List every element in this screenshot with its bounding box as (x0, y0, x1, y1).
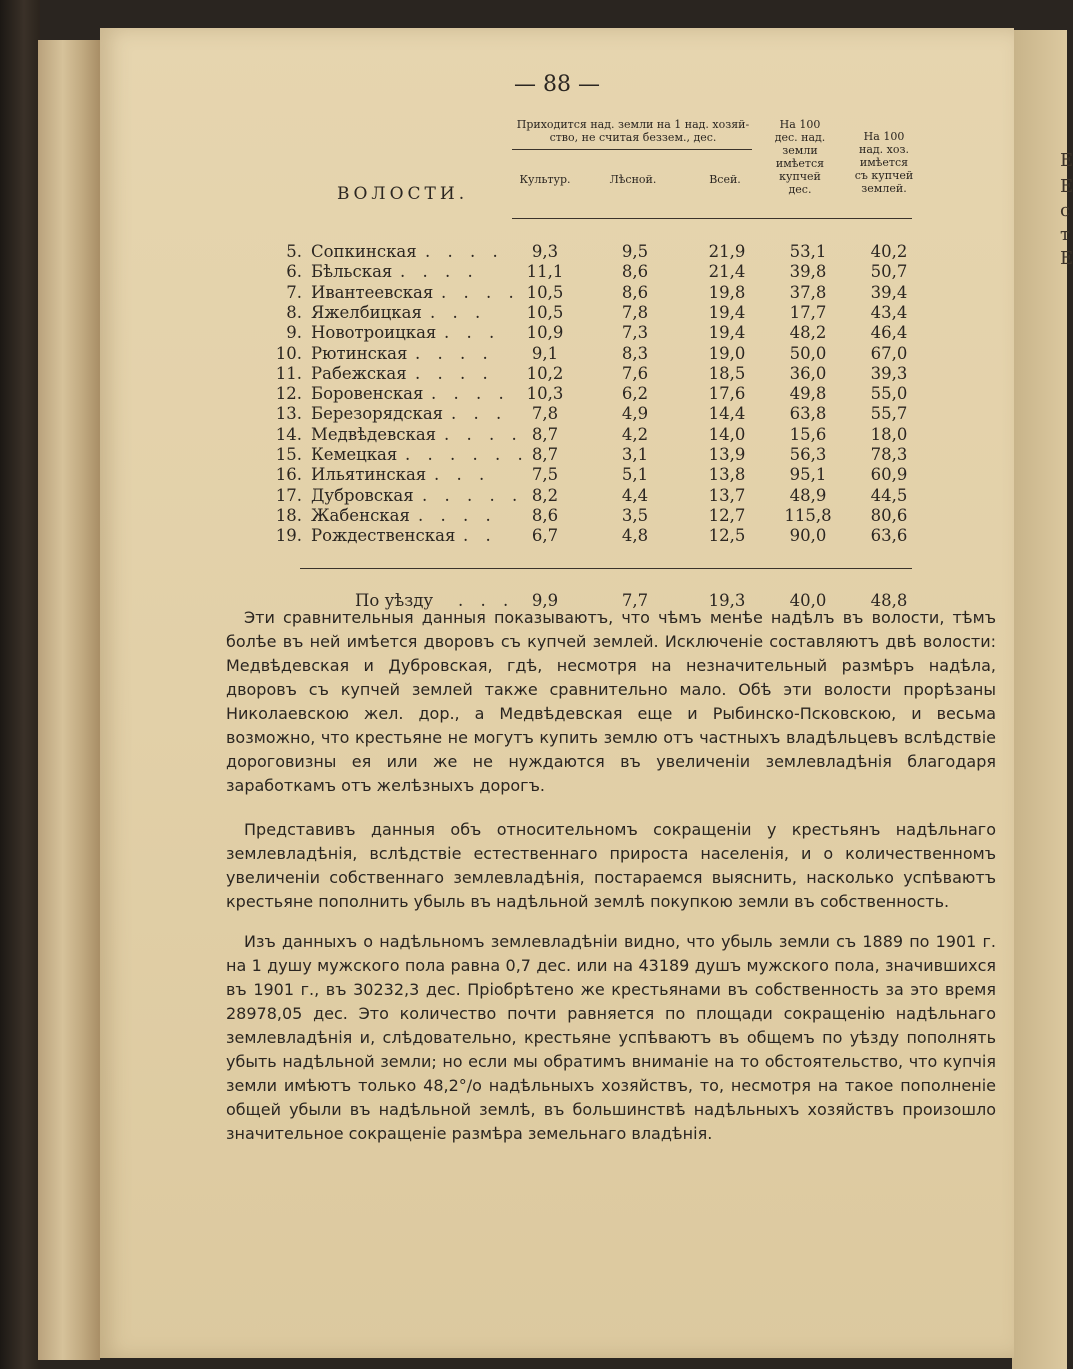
value-per100-hh: 67,0 (870, 343, 908, 363)
value-per100-hh: 40,2 (870, 242, 908, 261)
leader-dots: . . . . . (422, 485, 524, 505)
row-number: 18. (275, 505, 302, 525)
table-row (100, 262, 1014, 282)
value-per100-dess: 95,1 (789, 465, 827, 485)
value-forest: 8,6 (621, 282, 649, 302)
leader-dots: . . . . (415, 343, 494, 363)
volost-name: Яжелбицкая (311, 302, 422, 322)
value-per100-dess: 39,8 (789, 262, 827, 282)
value-cult: 10,2 (526, 363, 564, 383)
value-forest: 4,8 (621, 526, 649, 546)
volost-name: Дубровская (311, 485, 414, 505)
table-row (100, 283, 1014, 303)
row-number: 11. (275, 363, 302, 383)
value-cult: 10,5 (526, 302, 564, 322)
value-total: 13,8 (708, 465, 746, 485)
header-group-rule (512, 149, 752, 150)
paragraph-1: Эти сравнительныя данныя показываютъ, что чѣмъ менѣе надѣлъ въ волости, тѣмъ болѣе въ ней имѣется дворовъ съ купчей землей. Исключеніе составляютъ двѣ волости: Медвѣдевская и Дубровская, гдѣ, несмотря на незначительный размѣръ надѣла, дворовъ съ купчей землей также сравнительно мало. Обѣ эти волости прорѣзаны Николаевскою жел. дор., а Медвѣдевская еще и Рыбинско-Псковскою, и весьма возможно, что крестьяне не могутъ купить землю отъ частныхъ владѣльцевъ вслѣдствіе дороговизны ея или же не нуждаются въ увеличеніи землевладѣнія благодаря заработкамъ отъ желѣзныхъ дорогъ. (226, 608, 996, 795)
volost-name: Бѣльская (311, 262, 393, 282)
table-row (100, 526, 1014, 546)
volosti-title: ВОЛОСТИ. (337, 184, 469, 204)
value-per100-hh: 78,3 (870, 445, 908, 464)
value-total: 14,0 (708, 424, 746, 444)
value-cult: 10,5 (526, 282, 564, 302)
value-per100-dess: 36,0 (789, 363, 827, 383)
row-number: 9. (286, 323, 302, 343)
value-total: 19,4 (708, 323, 746, 343)
row-number: 6. (286, 262, 302, 282)
value-cult: 9,3 (531, 242, 559, 261)
header-bottom-rule (512, 218, 912, 219)
value-per100-dess: 17,7 (789, 302, 827, 322)
value-forest: 9,5 (621, 242, 649, 261)
row-number: 14. (275, 424, 302, 444)
leader-dots: . . . . (441, 282, 520, 302)
value-per100-hh: 46,4 (870, 323, 908, 343)
volost-name: Сопкинская (311, 242, 417, 261)
value-per100-hh: 43,4 (870, 302, 908, 322)
table-row (100, 242, 1014, 262)
value-per100-hh: 39,4 (870, 282, 908, 302)
value-per100-dess: 56,3 (789, 445, 827, 464)
table-row (100, 445, 1014, 465)
value-per100-dess: 90,0 (789, 526, 827, 546)
value-forest: 4,2 (621, 424, 649, 444)
value-per100-hh: 55,0 (870, 384, 908, 404)
page-number: — 88 — (514, 72, 600, 97)
volost-name: Ильятинская (311, 465, 427, 485)
header-col-cult: Культур. (519, 173, 571, 186)
header-group-line1: Приходится над. земли на 1 над. хозяй- (516, 118, 750, 131)
row-number: 19. (275, 526, 302, 546)
value-cult: 6,7 (531, 526, 559, 546)
table-row (100, 323, 1014, 343)
value-per100-dess: 49,8 (789, 384, 827, 404)
row-number: 8. (286, 302, 302, 322)
value-per100-hh: 50,7 (870, 262, 908, 282)
value-per100-hh: 18,0 (870, 424, 908, 444)
table-row (100, 384, 1014, 404)
leader-dots: . . . . (444, 424, 523, 444)
volost-name: Рютинская (311, 343, 408, 363)
book-page (100, 28, 1014, 1358)
leader-dots: . . . . (418, 505, 497, 525)
value-total: 21,9 (708, 242, 746, 261)
value-total: 12,5 (708, 526, 746, 546)
leader-dots: . . . . (415, 363, 494, 383)
leader-dots: . . (463, 526, 497, 546)
header-col-per100-dess: На 100 дес. над. земли имѣется купчей дес. (774, 118, 826, 196)
total-cult: 9,9 (531, 591, 559, 610)
table-row (100, 425, 1014, 445)
value-cult: 8,6 (531, 505, 559, 525)
table-row (100, 303, 1014, 323)
value-per100-dess: 50,0 (789, 343, 827, 363)
value-total: 17,6 (708, 384, 746, 404)
header-col-per100-hh: На 100 над. хоз. имѣется съ купчей землей. (854, 130, 914, 195)
value-forest: 8,6 (621, 262, 649, 282)
total-dots: . . . (458, 591, 515, 610)
leader-dots: . . . . (400, 262, 479, 282)
value-forest: 3,1 (621, 445, 649, 464)
row-number: 10. (275, 343, 302, 363)
volost-name: Кемецкая (311, 445, 398, 464)
value-per100-hh: 44,5 (870, 485, 908, 505)
row-number: 7. (286, 282, 302, 302)
volost-name: Боровенская (311, 384, 424, 404)
value-total: 14,4 (708, 404, 746, 424)
value-total: 13,7 (708, 485, 746, 505)
value-cult: 8,7 (531, 424, 559, 444)
leader-dots: . . . (444, 323, 501, 343)
value-cult: 8,2 (531, 485, 559, 505)
page-edges (38, 40, 100, 1360)
value-per100-dess: 53,1 (789, 242, 827, 261)
value-cult: 7,5 (531, 465, 559, 485)
value-cult: 8,7 (531, 445, 559, 464)
value-total: 21,4 (708, 262, 746, 282)
leader-dots: . . . . (425, 242, 504, 261)
value-cult: 7,8 (531, 404, 559, 424)
total-per100-hh: 48,8 (870, 591, 908, 610)
table-row (100, 506, 1014, 526)
value-forest: 7,6 (621, 363, 649, 383)
volost-name: Рабежская (311, 363, 407, 383)
value-per100-dess: 115,8 (784, 505, 832, 525)
table-row (100, 465, 1014, 485)
value-per100-dess: 48,9 (789, 485, 827, 505)
value-per100-hh: 60,9 (870, 465, 908, 485)
value-per100-dess: 15,6 (789, 424, 827, 444)
volost-name: Жабенская (311, 505, 410, 525)
leader-dots: . . . . (431, 384, 510, 404)
book-spine (0, 0, 40, 1369)
value-per100-hh: 63,6 (870, 526, 908, 546)
value-per100-dess: 37,8 (789, 282, 827, 302)
volost-name: Рождественская (311, 526, 456, 546)
value-total: 19,4 (708, 302, 746, 322)
total-rule (300, 568, 912, 569)
volost-name: Новотроицкая (311, 323, 437, 343)
total-all: 19,3 (708, 591, 746, 610)
value-total: 12,7 (708, 505, 746, 525)
value-forest: 4,9 (621, 404, 649, 424)
value-per100-hh: 55,7 (870, 404, 908, 424)
header-col-total: Всей. (709, 173, 741, 186)
row-number: 16. (275, 465, 302, 485)
leader-dots: . . . (451, 404, 508, 424)
value-total: 19,8 (708, 282, 746, 302)
total-per100-dess: 40,0 (789, 591, 827, 610)
row-number: 17. (275, 485, 302, 505)
value-forest: 4,4 (621, 485, 649, 505)
value-forest: 3,5 (621, 505, 649, 525)
row-number: 13. (275, 404, 302, 424)
value-forest: 6,2 (621, 384, 649, 404)
value-total: 19,0 (708, 343, 746, 363)
value-per100-hh: 80,6 (870, 505, 908, 525)
volost-name: Ивантеевская (311, 282, 434, 302)
table-row (100, 364, 1014, 384)
leader-dots: . . . (434, 465, 491, 485)
value-forest: 7,8 (621, 302, 649, 322)
value-total: 18,5 (708, 363, 746, 383)
value-cult: 11,1 (526, 262, 564, 282)
header-col-forest: Лѣсной. (609, 173, 657, 186)
paragraph-3: Изъ данныхъ о надѣльномъ землевладѣніи видно, что убыль земли съ 1889 по 1901 г. на 1 душу мужского пола равна 0,7 дес. или на 43189 душъ мужского пола, значившихся въ 1901 г., въ 30232,3 дес. Пріобрѣтено же крестьянами въ собственность за это время 28978,05 дес. Это количество почти равняется по площади сокращенію надѣльнаго землевладѣнія и, слѣдовательно, крестьяне успѣваютъ въ общемъ по уѣзду пополнять убыть надѣльной земли; но если мы обратимъ вниманіе на то обстоятельство, что купчія земли имѣютъ только 48,2°/о надѣльныхъ хозяйствъ, то, несмотря на такое пополненіе общей убыли въ надѣльной землѣ, въ большинствѣ надѣльныхъ хозяйствъ произошло значительное сокращеніе размѣра земельнаго владѣнія. (226, 932, 996, 1143)
row-number: 15. (275, 445, 302, 464)
leader-dots: . . . (430, 302, 487, 322)
volost-name: Медвѣдевская (311, 424, 437, 444)
row-number: 5. (286, 242, 302, 261)
paragraph-2: Представивъ данныя объ относительномъ сокращеніи у крестьянъ надѣльнаго землевладѣнія, вслѣдствіе естественнаго прироста населенія, и о количественномъ увеличеніи собственнаго землевладѣнія, постараемся выяснить, насколько успѣваютъ крестьяне пополнить убыль въ надѣльной землѣ покупкою земли въ собственность. (226, 820, 996, 911)
value-cult: 10,9 (526, 323, 564, 343)
leader-dots: . . . . . . (405, 445, 529, 464)
value-forest: 7,3 (621, 323, 649, 343)
value-per100-hh: 39,3 (870, 363, 908, 383)
value-forest: 5,1 (621, 465, 649, 485)
total-forest: 7,7 (621, 591, 649, 610)
value-cult: 9,1 (531, 343, 559, 363)
value-per100-dess: 48,2 (789, 323, 827, 343)
total-label: По уѣзду (355, 591, 434, 610)
table-row (100, 344, 1014, 364)
value-total: 13,9 (708, 445, 746, 464)
table-row (100, 486, 1014, 506)
table-row (100, 404, 1014, 424)
volost-name: Березорядская (311, 404, 444, 424)
value-cult: 10,3 (526, 384, 564, 404)
value-per100-dess: 63,8 (789, 404, 827, 424)
row-number: 12. (275, 384, 302, 404)
facing-page-edge (1012, 30, 1067, 1369)
header-group-line2: ство, не считая беззем., дес. (549, 131, 717, 144)
value-forest: 8,3 (621, 343, 649, 363)
